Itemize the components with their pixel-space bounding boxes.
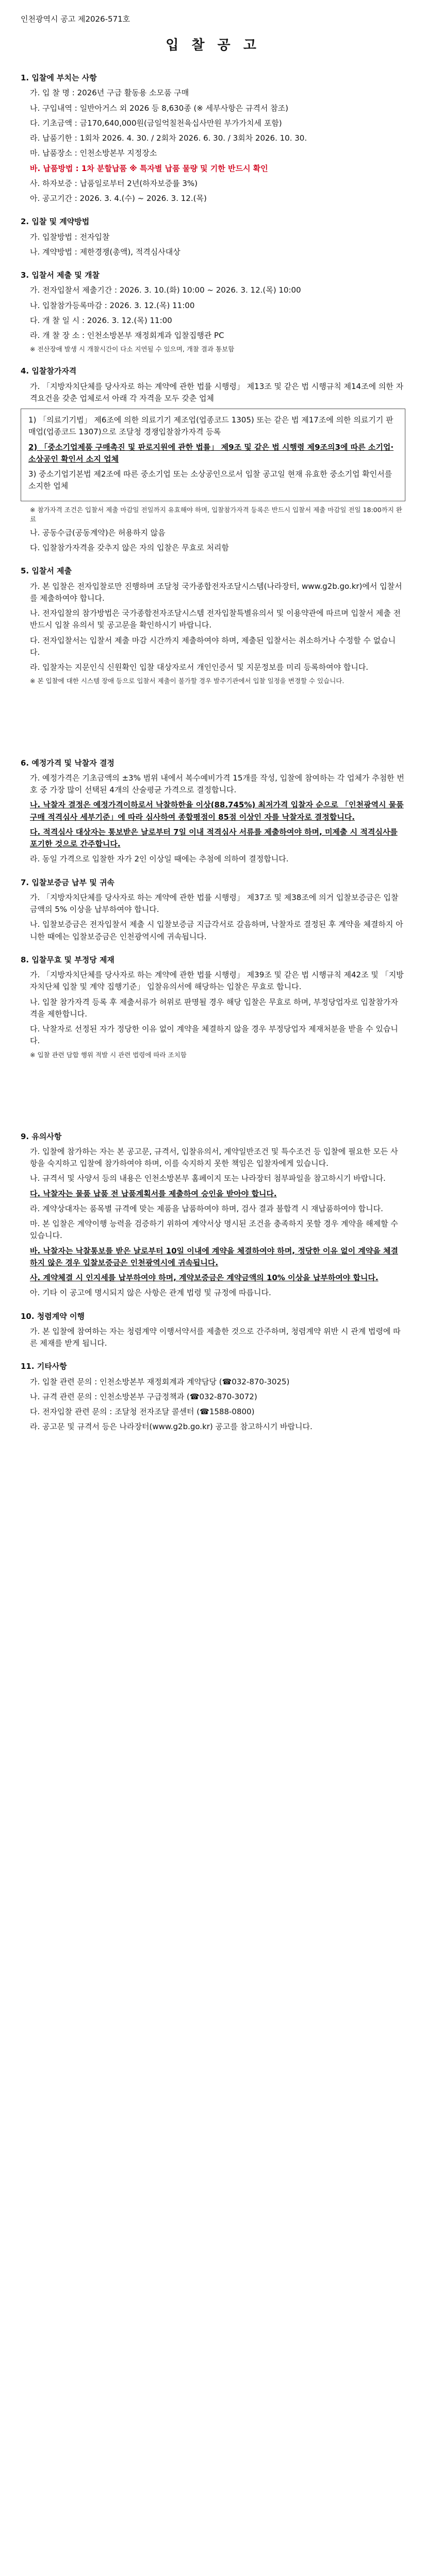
blank-space	[21, 1063, 405, 1120]
section-10	[21, 1311, 405, 1350]
section-line: 가. 「지방자치단체를 당사자로 하는 계약에 관한 법률 시행령」 제13조 및 같은 법 시행규칙 제14조에 의한 자격요건을 갖춘 업체로서 아래 각 자격을 모두 갖춘 업체	[30, 381, 404, 403]
section-line: 나. 입찰 참가자격 등록 후 제출서류가 허위로 판명될 경우 해당 입찰은 무효로 하며, 부정당업자로 입찰참가자격을 제한합니다.	[30, 997, 398, 1019]
section-heading: 9. 유의사항	[21, 1131, 62, 1141]
section-line: 나. 입찰참가등록마감 : 2026. 3. 12.(목) 11:00	[30, 300, 195, 310]
section-heading: 11. 기타사항	[21, 1362, 67, 1371]
qualification-box	[21, 409, 405, 501]
section-line: 가. 예정가격은 기초금액의 ±3% 범위 내에서 복수예비가격 15개를 작성, 입찰에 참여하는 각 업체가 추첨한 번호 중 가장 많이 선택된 4개의 산술평균 가격으로 결정합니다.	[30, 773, 404, 794]
section-8	[21, 954, 405, 1060]
section-line: 가. 입찰방법 : 전자입찰	[30, 232, 110, 242]
section-4	[21, 365, 405, 554]
section-heading: 6. 예정가격 및 낙찰자 결정	[21, 758, 114, 768]
section-heading: 4. 입찰참가자격	[21, 366, 77, 376]
section-line: 가. 「지방자치단체를 당사자로 하는 계약에 관한 법률 시행령」 제37조 및 제38조에 의거 입찰보증금은 입찰금액의 5% 이상을 납부하여야 합니다.	[30, 892, 399, 914]
section-heading: 10. 청렴계약 이행	[21, 1311, 85, 1321]
section-6	[21, 757, 405, 866]
section-line: 2) 「중소기업제품 구매촉진 및 판로지원에 관한 법률」 제9조 및 같은 법 시행령 제9조의3에 따른 소기업·소상공인 확인서 소지 업체	[28, 442, 394, 464]
section-line: 라. 개 찰 장 소 : 인천소방본부 재정회계과 입찰집행관 PC	[30, 331, 224, 340]
section-line: 가. 입찰에 참가하는 자는 본 공고문, 규격서, 입찰유의서, 계약일반조건 및 특수조건 등 입찰에 필요한 모든 사항을 숙지하고 입찰에 참가하여야 하며, 이를 숙지하지 못한 책임은 입찰자에게 있습니다.	[30, 1146, 398, 1168]
section-5	[21, 565, 405, 686]
section-line: 나. 구입내역 : 일반아거스 외 2026 등 8,630종 (※ 세부사항은 규격서 참조)	[30, 103, 288, 113]
section-line: 나. 규격 관련 문의 : 인천소방본부 구급정책과 (☎032-870-3072)	[30, 1392, 257, 1401]
section-line: 다. 입찰참가자격을 갖추지 않은 자의 입찰은 무효로 처리함	[30, 543, 229, 553]
section-note: ※ 참가자격 조건은 입찰서 제출 마감일 전일까지 유효해야 하며, 입찰참가자격 등록은 반드시 입찰서 제출 마감일 전일 18:00까지 완료	[30, 505, 402, 523]
section-heading: 1. 입찰에 부치는 사항	[21, 73, 97, 82]
section-note: ※ 입찰 관련 담합 행위 적발 시 관련 법령에 따라 조치함	[30, 1050, 187, 1059]
section-line: 아. 기타 이 공고에 명시되지 않은 사항은 관계 법령 및 규정에 따릅니다.	[30, 1288, 271, 1298]
section-2	[21, 216, 405, 258]
section-heading: 7. 입찰보증금 납부 및 귀속	[21, 877, 114, 887]
section-7	[21, 877, 405, 943]
section-line: 다. 개 찰 일 시 : 2026. 3. 12.(목) 11:00	[30, 315, 172, 325]
section-3	[21, 269, 405, 354]
section-line: 라. 납품기한 : 1회차 2026. 4. 30. / 2회차 2026. 6. 30. / 3회차 2026. 10. 30.	[30, 133, 307, 143]
section-line: 가. 본 입찰에 참여하는 자는 청렴계약 이행서약서를 제출한 것으로 간주하며, 청렴계약 위반 시 관계 법령에 따른 제재를 받게 됩니다.	[30, 1326, 401, 1348]
section-line: 마. 납품장소 : 인천소방본부 지정장소	[30, 148, 157, 158]
section-line: 라. 입찰자는 지문인식 신원확인 입찰 대상자로서 개인인증서 및 지문정보를 미리 등록하여야 합니다.	[30, 663, 369, 672]
section-line: 나. 계약방법 : 제한경쟁(총액), 적격심사대상	[30, 247, 181, 257]
section-line: 다. 기초금액 : 금170,640,000원(금일억칠천육십사만원 부가가치세 포함)	[30, 118, 282, 128]
section-line: 다. 전자입찰서는 입찰서 제출 마감 시간까지 제출하여야 하며, 제출된 입찰서는 취소하거나 수정할 수 없습니다.	[30, 635, 396, 657]
section-1	[21, 72, 405, 205]
document-number: 인천광역시 공고 제2026-571호	[21, 14, 130, 24]
section-heading: 8. 입찰무효 및 부정당 제재	[21, 955, 114, 964]
section-heading: 2. 입찰 및 계약방법	[21, 217, 90, 227]
section-heading: 3. 입찰서 제출 및 개찰	[21, 270, 100, 280]
section-11	[21, 1361, 405, 1433]
section-line: 마. 본 입찰은 계약이행 능력을 검증하기 위하여 계약서상 명시된 조건을 충족하지 못할 경우 계약을 해제할 수 있습니다.	[30, 1219, 398, 1241]
section-line: 가. 「지방자치단체를 당사자로 하는 계약에 관한 법률 시행령」 제39조 및 같은 법 시행규칙 제42조 및 「지방자치단체 입찰 및 계약 집행기준」 입찰유의서에 해당하는 입찰은 무효로 합니다.	[30, 970, 404, 992]
section-line: 라. 동일 가격으로 입찰한 자가 2인 이상일 때에는 추첨에 의하여 결정합니다.	[30, 854, 289, 864]
document-title: 입 찰 공 고	[166, 38, 260, 53]
section-line: 1) 「의료기기법」 제6조에 의한 의료기기 제조업(업종코드 1305) 또는 같은 법 제17조에 의한 의료기기 판매업(업종코드 1307)으로 조달청 경쟁입찰참가자격 등록	[28, 415, 394, 437]
section-note: ※ 본 입찰에 대한 시스템 장애 등으로 입찰서 제출이 불가할 경우 발주기관에서 입찰 일정을 변경할 수 있습니다.	[30, 677, 345, 685]
section-line: 가. 입찰 관련 문의 : 인천소방본부 재정회계과 계약담당 (☎032-870-3025)	[30, 1377, 290, 1386]
section-line: 가. 입 찰 명 : 2026년 구급 활동용 소모품 구매	[30, 88, 189, 98]
section-line: 바. 납품방법 : 1차 분할납품 ※ 특자별 납품 물량 및 기한 반드시 확인	[30, 163, 268, 173]
section-line: 3) 중소기업기본법 제2조에 따른 중소기업 또는 소상공인으로서 입찰 공고일 현재 유효한 중소기업 확인서를 소지한 업체	[28, 469, 392, 491]
section-9	[21, 1131, 405, 1299]
section-line: 다. 낙찰자는 물품 납품 전 납품계획서를 제출하여 승인을 받아야 합니다.	[30, 1189, 277, 1198]
document-body	[21, 72, 405, 1436]
section-line: 사. 계약체결 시 인지세를 납부하여야 하며, 계약보증금은 계약금액의 10% 이상을 납부하여야 합니다.	[30, 1273, 379, 1283]
section-heading: 5. 입찰서 제출	[21, 566, 72, 576]
section-line: 라. 계약상대자는 품목별 규격에 맞는 제품을 납품하여야 하며, 검사 결과 불합격 시 재납품하여야 합니다.	[30, 1204, 383, 1213]
section-line: 나. 규격서 및 사양서 등의 내용은 인천소방본부 홈페이지 또는 나라장터 첨부파일을 참고하시기 바랍니다.	[30, 1174, 386, 1183]
section-line: 나. 전자입찰의 참가방법은 국가종합전자조달시스템 전자입찰특별유의서 및 이용약관에 따르며 입찰서 제출 전 반드시 입찰 유의서 및 공고문을 확인하시기 바랍니다.	[30, 608, 401, 630]
section-line: 라. 공고문 및 규격서 등은 나라장터(www.g2b.go.kr) 공고를 참고하시기 바랍니다.	[30, 1422, 313, 1432]
section-line: 나. 입찰보증금은 전자입찰서 제출 시 입찰보증금 지급각서로 갈음하며, 낙찰자로 결정된 후 계약을 체결하지 아니한 때에는 입찰보증금은 인천광역시에 귀속됩니다.	[30, 920, 403, 941]
section-line: 가. 본 입찰은 전자입찰로만 진행하며 조달청 국가종합전자조달시스템(나라장터, www.g2b.go.kr)에서 입찰서를 제출하여야 합니다.	[30, 581, 402, 603]
section-line: 다. 적격심사 대상자는 통보받은 날로부터 7일 이내 적격심사 서류를 제출하여야 하며, 미제출 시 적격심사를 포기한 것으로 간주합니다.	[30, 827, 398, 849]
blank-space	[21, 689, 405, 746]
section-line: 사. 하자보증 : 납품일로부터 2년(하자보증률 3%)	[30, 178, 198, 188]
section-line: 아. 공고기간 : 2026. 3. 4.(수) ~ 2026. 3. 12.(목)	[30, 194, 207, 203]
section-line: 나. 공동수급(공동계약)은 허용하지 않음	[30, 528, 166, 537]
section-line: 다. 낙찰자로 선정된 자가 정당한 이유 없이 계약을 체결하지 않을 경우 부정당업자 제재처분을 받을 수 있습니다.	[30, 1024, 398, 1046]
section-line: 바. 낙찰자는 낙찰통보를 받은 날로부터 10일 이내에 계약을 체결하여야 하며, 정당한 이유 없이 계약을 체결하지 않은 경우 입찰보증금은 인천광역시에 귀속됩니다.	[30, 1246, 398, 1267]
section-line: 나. 낙찰자 결정은 예정가격이하로서 낙찰하한율 이상(88.745%) 최저가격 입찰자 순으로 「인천광역시 물품구매 적격심사 세부기준」에 따라 심사하여 종합평점이 85점 이상인 자를 낙찰자로 결정합니다.	[30, 800, 404, 822]
section-note: ※ 전산장애 발생 시 개찰시간이 다소 지연될 수 있으며, 개찰 결과 통보함	[30, 345, 235, 353]
section-line: 다. 전자입찰 관련 문의 : 조달청 전자조달 콜센터 (☎1588-0800)	[30, 1407, 255, 1417]
section-line: 가. 전자입찰서 제출기간 : 2026. 3. 10.(화) 10:00 ~ 2026. 3. 12.(목) 10:00	[30, 285, 301, 295]
